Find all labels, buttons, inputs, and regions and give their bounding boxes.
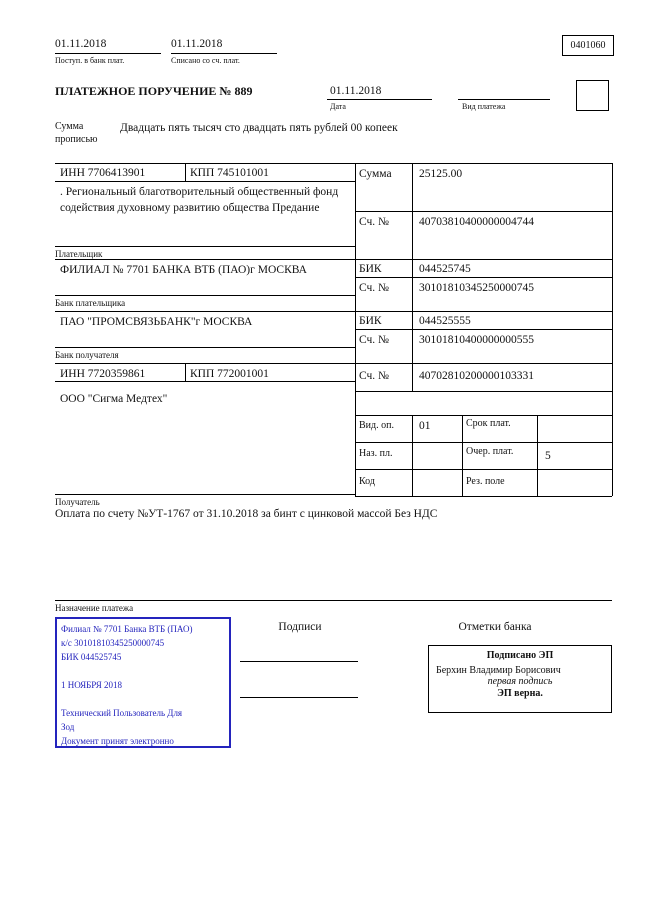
- divider-line: [55, 53, 161, 54]
- pay-term-label: Срок плат.: [466, 418, 511, 429]
- table-line: [355, 415, 612, 416]
- payer-bank-name: ФИЛИАЛ № 7701 БАНКА ВТБ (ПАО)г МОСКВА: [60, 264, 307, 276]
- payment-type-label: Вид платежа: [462, 102, 506, 111]
- table-line: [537, 415, 538, 496]
- payee-bank-section-label: Банк получателя: [55, 350, 119, 360]
- table-line: [355, 211, 612, 212]
- table-line: [462, 415, 463, 496]
- purpose-code-label: Наз. пл.: [359, 448, 393, 459]
- table-line: [55, 246, 355, 247]
- debit-date: 01.11.2018: [171, 38, 223, 50]
- esign-title: Подписано ЭП: [486, 650, 554, 661]
- payer-name: . Региональный благотворительный общественный фонд содействия духовному развитию общества Предание: [60, 186, 339, 214]
- esign-name: Берхин Владимир Борисович: [436, 664, 561, 676]
- divider-line: [327, 99, 432, 100]
- payment-type-box: [576, 80, 609, 111]
- table-line: [412, 415, 413, 496]
- queue-label: Очер. плат.: [466, 446, 514, 457]
- table-line: [55, 494, 355, 495]
- bank-receipt-date-label: Поступ. в банк плат.: [55, 56, 125, 65]
- table-line: [355, 469, 612, 470]
- table-line: [355, 496, 612, 497]
- reserve-field-label: Рез. поле: [466, 476, 505, 487]
- payee-inn: ИНН 7720359861: [60, 368, 146, 380]
- payee-name: ООО "Сигма Медтех": [60, 393, 168, 405]
- bank-stamp-line: [61, 692, 225, 706]
- payer-account: 40703810400000004744: [419, 216, 534, 228]
- amount-words-label-2: прописью: [55, 134, 98, 145]
- payee-account-label: Сч. №: [359, 370, 390, 382]
- payer-bank-account: 30101810345250000745: [419, 282, 534, 294]
- payee-kpp: КПП 772001001: [190, 368, 269, 380]
- code-label: Код: [359, 476, 375, 487]
- table-line: [355, 329, 612, 330]
- payer-bank-bik-label: БИК: [359, 263, 382, 275]
- esign-stamp: [428, 645, 612, 713]
- form-code: 0401060: [570, 39, 606, 51]
- payer-section-label: Плательщик: [55, 249, 103, 259]
- amount-in-words: Двадцать пять тысяч сто двадцать пять рублей 00 копеек: [120, 122, 398, 134]
- table-line: [185, 163, 186, 181]
- bank-stamp: [55, 617, 231, 748]
- payer-bank-account-label: Сч. №: [359, 282, 390, 294]
- table-line: [55, 181, 355, 182]
- table-line: [55, 347, 355, 348]
- divider-line: [458, 99, 550, 100]
- table-line: [55, 259, 612, 260]
- queue-value: 5: [545, 450, 551, 462]
- doc-date-label: Дата: [330, 102, 346, 111]
- bank-marks-header: Отметки банка: [458, 621, 532, 633]
- signature-line: [240, 661, 358, 662]
- bank-stamp-line: БИК 044525745: [61, 652, 122, 662]
- table-line: [55, 295, 355, 296]
- payer-inn: ИНН 7706413901: [60, 167, 146, 179]
- amount-value: 25125.00: [419, 168, 463, 180]
- divider-line: [55, 600, 612, 601]
- table-line: [355, 391, 612, 392]
- payer-kpp: КПП 745101001: [190, 167, 269, 179]
- doc-title: ПЛАТЕЖНОЕ ПОРУЧЕНИЕ № 889: [55, 84, 253, 98]
- divider-line: [171, 53, 277, 54]
- table-line: [55, 363, 612, 364]
- payee-bank-bik-label: БИК: [359, 315, 382, 327]
- bank-stamp-line: к/с 30101810345250000745: [61, 638, 165, 648]
- signature-line: [240, 697, 358, 698]
- payer-bank-bik: 044525745: [419, 263, 471, 275]
- payer-bank-section-label: Банк плательщика: [55, 298, 126, 308]
- bank-stamp-line: Документ принят электронно: [61, 736, 174, 746]
- table-line: [55, 163, 612, 164]
- bank-stamp-line: 1 НОЯБРЯ 2018: [61, 680, 122, 690]
- payee-bank-bik: 044525555: [419, 315, 471, 327]
- payee-bank-name: ПАО "ПРОМСВЯЗЬБАНК"г МОСКВА: [60, 316, 253, 328]
- payment-purpose: Оплата по счету №УТ-1767 от 31.10.2018 за бинт с цинковой массой Без НДС: [55, 508, 438, 520]
- debit-date-label: Списано со сч. плат.: [171, 56, 240, 65]
- op-type-value: 01: [419, 420, 431, 432]
- payee-section-label: Получатель: [55, 497, 100, 507]
- purpose-section-label: Назначение платежа: [55, 603, 134, 613]
- payee-bank-account: 30101810400000000555: [419, 334, 534, 346]
- bank-stamp-line: Филиал № 7701 Банка ВТБ (ПАО): [61, 624, 193, 634]
- payee-account: 40702810200000103331: [419, 370, 534, 382]
- esign-first-signature: первая подпись: [487, 676, 553, 687]
- payee-bank-account-label: Сч. №: [359, 334, 390, 346]
- esign-valid: ЭП верна.: [497, 687, 543, 699]
- table-line: [55, 311, 612, 312]
- table-line: [355, 277, 612, 278]
- table-line: [185, 363, 186, 381]
- table-line: [612, 163, 613, 496]
- doc-date: 01.11.2018: [330, 85, 382, 97]
- amount-label: Сумма: [359, 168, 392, 180]
- form-code-box: [562, 35, 614, 56]
- bank-stamp-line: Зод: [61, 722, 75, 732]
- bank-stamp-line: [61, 664, 225, 678]
- op-type-label: Вид. оп.: [359, 420, 394, 431]
- payer-account-label: Сч. №: [359, 216, 390, 228]
- amount-words-label-1: Сумма: [55, 121, 84, 132]
- bank-stamp-line: Технический Пользователь Для: [61, 708, 183, 718]
- signatures-header: Подписи: [278, 621, 322, 633]
- table-line: [355, 442, 612, 443]
- bank-receipt-date: 01.11.2018: [55, 38, 107, 50]
